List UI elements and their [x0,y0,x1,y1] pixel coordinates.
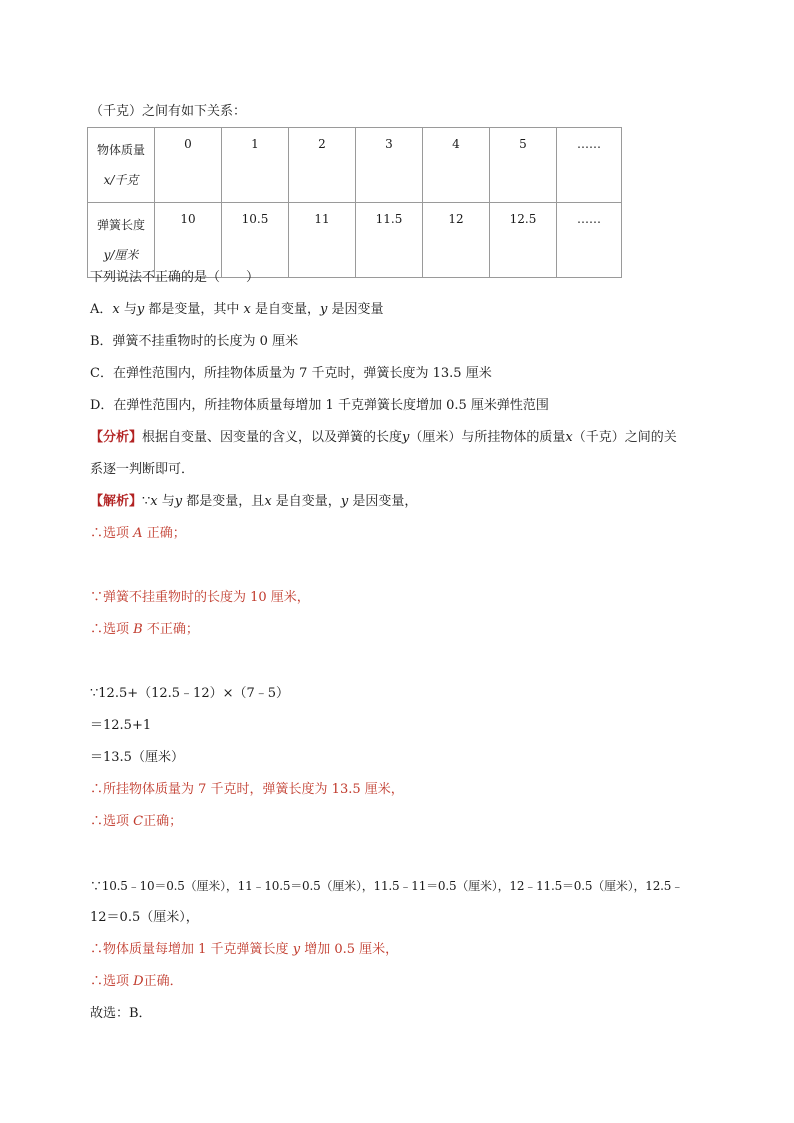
option-b: B．弹簧不挂重物时的长度为 0 厘米 [90,334,299,349]
solution-line-5: ∵12.5+（12.5﹣12）×（7﹣5） [90,686,290,701]
solution-line-12 [90,942,398,958]
solution-text: ∴选项 [90,974,130,989]
solution-text: 正确． [143,974,183,989]
row-header-line1: 物体质量 [96,143,145,157]
table-cell: 10 [155,203,222,278]
intro-text: （千克）之间有如下关系： [90,104,247,119]
question-text: 下列说法不正确的是（ ） [90,270,260,285]
table-cell: 12.5 [490,203,557,278]
analysis-text: 根据自变量、因变量的含义，以及弹簧的长度 [142,430,403,445]
var-y: y [174,494,183,509]
mass-length-table [87,127,622,278]
solution-line-11: 12＝0.5（厘米）， [90,910,199,925]
var-x: x [264,494,272,509]
var-x: x [112,302,120,317]
solution-text: ∴选项 [90,526,130,541]
table-cell: 0 [155,128,222,203]
table-cell: …… [557,203,622,278]
solution-text: ∴选项 [90,814,130,829]
table-row-mass [88,128,622,203]
solution-text: 正确； [146,526,186,541]
solution-line-13 [90,974,183,990]
solution-line-1 [90,494,417,510]
solution-text: 正确； [143,814,183,829]
solution-line-9 [90,814,182,830]
option-letter: B [133,622,143,637]
option-c: C．在弹性范围内，所挂物体质量为 7 千克时，弹簧长度为 13.5 厘米 [90,366,492,381]
option-letter: C [133,814,144,829]
solution-text: 与 [161,494,175,509]
table-cell: 1 [222,128,289,203]
option-d: D．在弹性范围内，所挂物体质量每增加 1 千克弹簧长度增加 0.5 厘米弹性范围 [90,398,549,413]
solution-text: 是自变量， [275,494,341,509]
table-cell: 4 [423,128,490,203]
var-x: x [150,494,158,509]
table-cell: …… [557,128,622,203]
option-a [90,302,384,318]
solution-text: 都是变量，且 [186,494,265,509]
solution-line-4 [90,622,199,638]
var-x: x [243,302,251,317]
option-a-prefix: A． [90,302,113,317]
var-y: y [320,302,328,317]
analysis-text: （厘米）与所挂物体的质量 [409,430,566,445]
option-letter: A [133,526,143,541]
var-x: x [565,430,573,445]
solution-text: 是因变量， [352,494,418,509]
var-y: y [340,494,349,509]
table-cell: 2 [289,128,356,203]
row-header-line2: y/厘米 [103,248,139,262]
row-header-length [88,203,155,278]
table-cell: 12 [423,203,490,278]
option-a-text: 是自变量， [255,302,321,317]
solution-line-2 [90,526,186,542]
option-a-text: 与 [123,302,137,317]
solution-line-7: ＝13.5（厘米） [90,750,184,765]
var-y: y [292,942,301,957]
row-header-line1: 弹簧长度 [96,218,145,232]
table-cell: 10.5 [222,203,289,278]
solution-text: 增加 0.5 厘米， [304,942,399,957]
analysis-text: （千克）之间的关 [572,430,677,445]
analysis-line-2: 系逐一判断即可． [90,462,195,477]
solution-tag: 【解析】 [90,494,143,509]
solution-line-8: ∴所挂物体质量为 7 千克时，弹簧长度为 13.5 厘米， [90,782,404,797]
solution-text: 不正确； [146,622,199,637]
table-cell: 3 [356,128,423,203]
solution-text: ∴选项 [90,622,130,637]
solution-text: ∴物体质量每增加 1 千克弹簧长度 [90,942,289,957]
option-letter: D [133,974,144,989]
table-cell: 5 [490,128,557,203]
final-answer: 故选：B． [90,1006,152,1021]
option-a-text: 是因变量 [331,302,384,317]
table-cell: 11 [289,203,356,278]
analysis-tag: 【分析】 [90,430,143,445]
solution-line-10: ∵10.5﹣10＝0.5（厘米），11﹣10.5＝0.5（厘米），11.5﹣11＝0.5（厘米），12﹣11.5＝0.5（厘米），12.5﹣ [90,879,684,893]
solution-line-6: ＝12.5+1 [90,718,152,733]
table-cell: 11.5 [356,203,423,278]
table-row-length [88,203,622,278]
option-a-text: 都是变量，其中 [148,302,240,317]
row-header-line2: x/千克 [103,173,139,187]
solution-text: ∵ [142,494,151,509]
var-y: y [136,302,145,317]
solution-line-3: ∵弹簧不挂重物时的长度为 10 厘米， [90,590,310,605]
var-y: y [402,430,410,445]
analysis-line-1 [90,430,677,446]
row-header-mass [88,128,155,203]
